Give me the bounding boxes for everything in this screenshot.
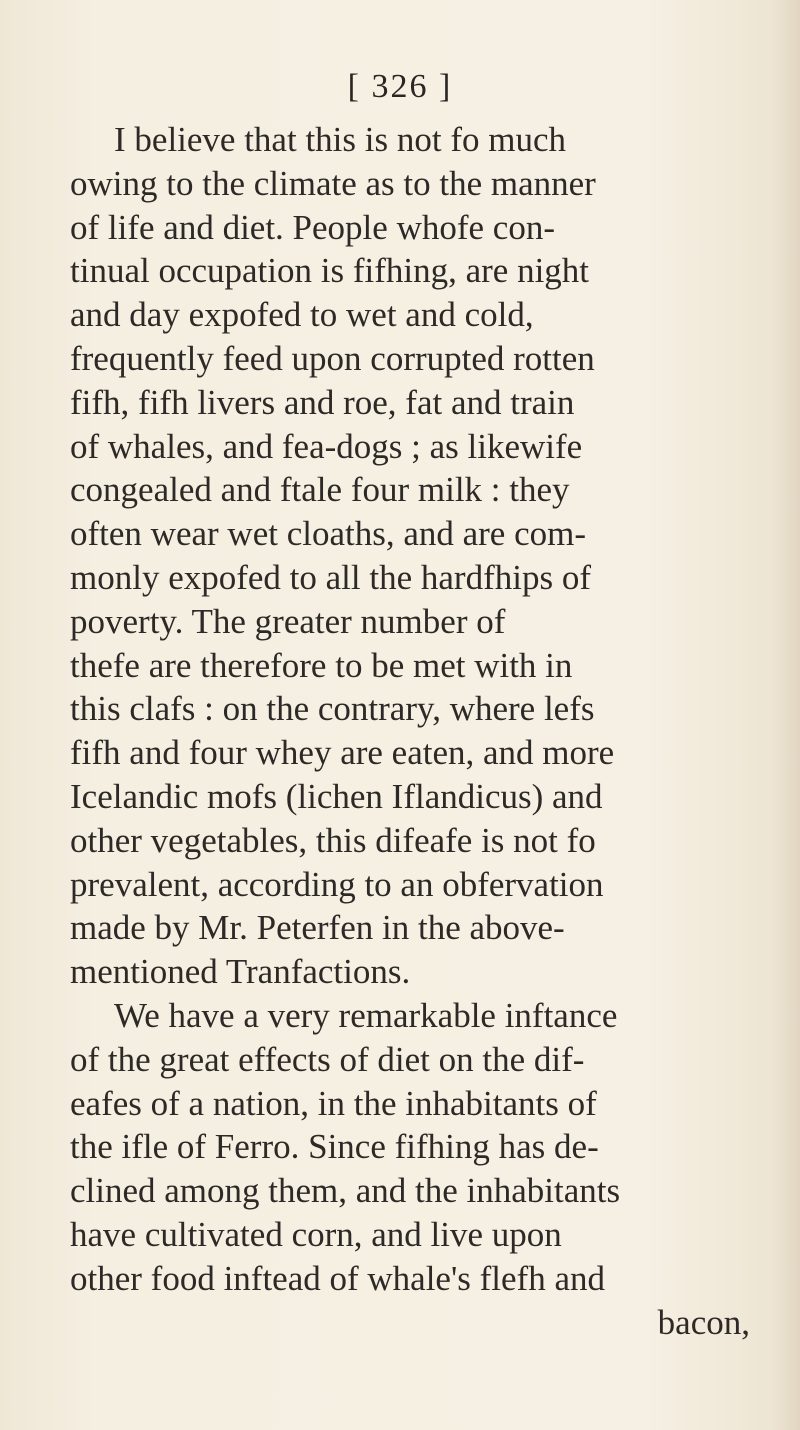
text-line: fifh and four whey are eaten, and more <box>70 733 615 773</box>
text-line: poverty. The greater number of <box>70 601 506 641</box>
text-line: We have a very remarkable inftance <box>114 995 618 1035</box>
text-line: fifh, fifh livers and roe, fat and train <box>70 382 575 422</box>
text-line: the ifle of Ferro. Since fifhing has de- <box>70 1127 599 1167</box>
text-line: prevalent, according to an obfervation <box>70 864 604 904</box>
body-text <box>70 118 770 1344</box>
text-line: of whales, and fea-dogs ; as likewife <box>70 426 583 466</box>
text-line: tinual occupation is fifhing, are night <box>70 251 590 291</box>
text-line: Icelandic mofs (lichen Iflandicus) and <box>70 776 603 816</box>
text-line: mentioned Tranfactions. <box>70 952 411 992</box>
catchword: bacon, <box>657 1302 750 1342</box>
text-line: I believe that this is not fo much <box>114 120 566 159</box>
text-line: of the great effects of diet on the dif- <box>70 1039 585 1079</box>
text-line: made by Mr. Peterfen in the above- <box>70 908 565 948</box>
text-line: other vegetables, this difeafe is not fo <box>70 820 596 860</box>
page-edge-shadow <box>770 0 800 1430</box>
text-line: have cultivated corn, and live upon <box>70 1214 562 1254</box>
page-number: [ 326 ] <box>347 68 453 105</box>
text-line: congealed and ftale four milk : they <box>70 470 570 510</box>
text-line: of life and diet. People whofe con- <box>70 207 555 247</box>
text-line: clined among them, and the inhabitants <box>70 1171 621 1211</box>
text-line: and day expofed to wet and cold, <box>70 295 534 335</box>
text-line: often wear wet cloaths, and are com- <box>70 514 587 554</box>
text-line: this clafs : on the contrary, where lefs <box>70 689 595 729</box>
text-line: monly expofed to all the hardfhips of <box>70 557 591 597</box>
text-line: eafes of a nation, in the inhabitants of <box>70 1083 597 1123</box>
text-line: thefe are therefore to be met with in <box>70 645 573 685</box>
text-line: owing to the climate as to the manner <box>70 163 596 203</box>
text-line: other food inftead of whale's flefh and <box>70 1258 605 1298</box>
text-line: frequently feed upon corrupted rotten <box>70 338 595 378</box>
